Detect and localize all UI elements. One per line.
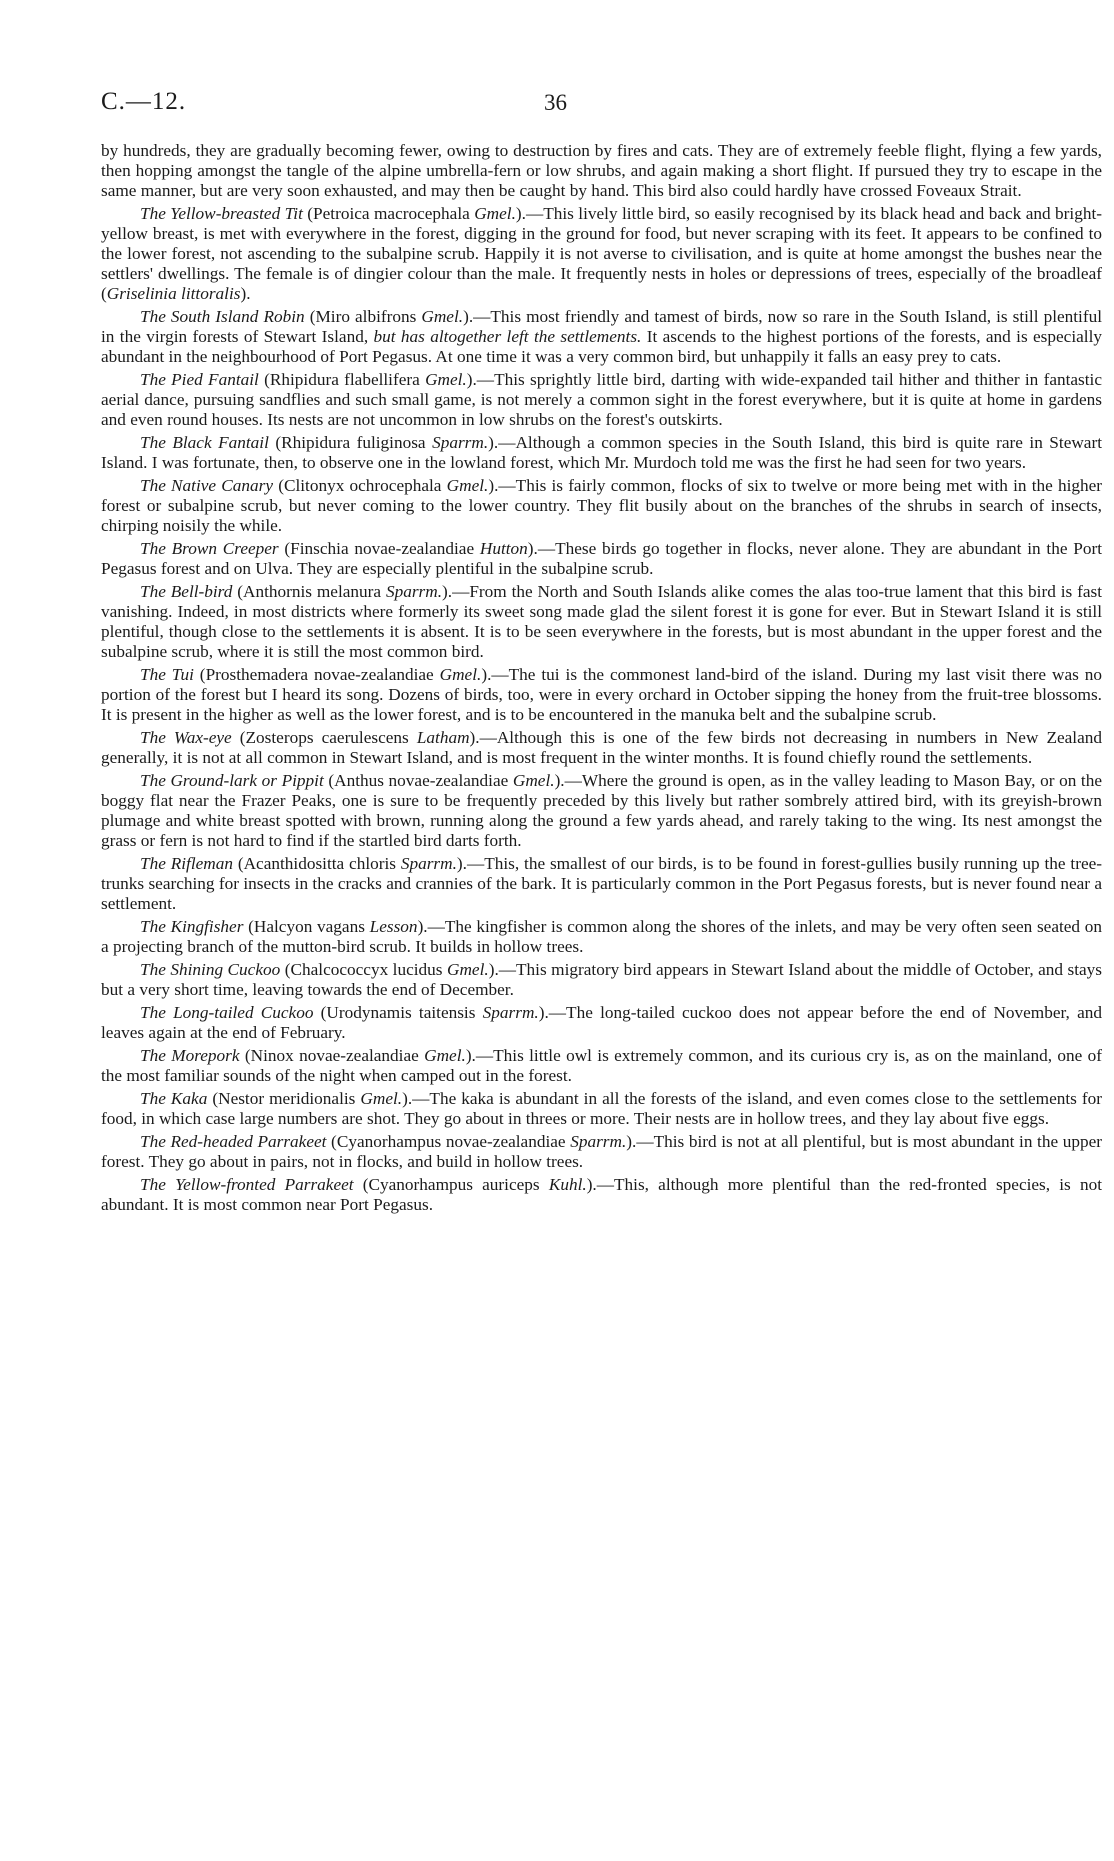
species-description: Although a common species in the South Island, this bird is quite rare in Stewart Island. I was fortunate, then, to observe one in the lowland forest, which Mr. Murdoch told me was the first he had seen for two years. (101, 433, 1103, 472)
species-description: Although this is one of the few birds not decreasing in numbers in New Zealand generally, it is not at all common in Stewart Island, and is most frequent in the winter months. It is found chiefly round the settlements. (101, 728, 1103, 767)
species-scientific-name: Clitonyx ochrocephala (283, 476, 442, 495)
species-paragraph: The Kingfisher (Halcyon vagans Lesson).—The kingfisher is common along the shores of the inlets, and may be very often seen seated on a projecting branch of the mutton-bird scrub. It builds in hollow trees. (101, 917, 1103, 956)
species-authority: Gmel. (439, 665, 482, 684)
page-number: 36 (544, 90, 567, 115)
species-authority: Sparrm. (385, 582, 443, 601)
species-scientific-name: Chalcococcyx lucidus (290, 960, 443, 979)
species-authority: Gmel. (424, 1046, 466, 1065)
species-description: This sprightly little bird, darting with wide-expanded tail hither and thither in fantastic aerial dance, pursuing sandflies and such small game, is not merely a common sight in the forest everywhere, but it is quite at home in gardens and even round houses. Its nests are not uncommon in low shrubs on the forest's outskirts. (101, 370, 1102, 429)
page-header (101, 88, 1101, 124)
species-paragraph: The Bell-bird (Anthornis melanura Sparrm.).—From the North and South Islands alike comes the alas too-true lament that this bird is fast vanishing. Indeed, in most districts where formerly its sweet song made glad the silent forest it is gone for ever. But in Stewart Island it is still plentiful, though close to the settlements it is absent. It is to be seen everywhere in the forests, but is most abundant in the upper forest and the subalpine scrub, where it is still the most common bird. (101, 582, 1102, 661)
species-common-name: The South Island Robin (140, 307, 305, 326)
species-description: This lively little bird, so easily recognised by its black head and back and bright-yellow breast, is met with everywhere in the forest, digging in the ground for food, but never scraping with its feet. It appears to be confined to the lower forest, not ascending to the subalpine scrub. Happily it is not averse to civilisation, and is quite at home amongst the bushes near the settlers' dwellings. The female is of dingier colour than the male. It frequently nests in holes or depressions of trees, especially of the broadleaf ( (101, 204, 1102, 303)
species-paragraph: The Brown Creeper (Finschia novae-zealandiae Hutton).—These birds go together in flocks, never alone. They are abundant in the Port Pegasus forest and on Ulva. They are especially plentiful in the subalpine scrub. (101, 539, 1103, 578)
species-description: From the North and South Islands alike comes the alas too-true lament that this bird is fast vanishing. Indeed, in most districts where formerly its sweet song made glad the silent forest it is gone for ever. But in Stewart Island it is still plentiful, though close to the settlements it is absent. It is to be seen everywhere in the forests, but is most abundant in the upper forest and the subalpine scrub, where it is still the most common bird. (101, 582, 1102, 661)
species-paragraph: The South Island Robin (Miro albifrons Gmel.).—This most friendly and tamest of birds, now so rare in the South Island, is still plentiful in the virgin forests of Stewart Island, but has altogether left the settlements. It ascends to the highest portions of the forests, and is especially abundant in the neighbourhood of Port Pegasus. At one time it was a very common bird, but unhappily it falls an easy prey to cats. (101, 307, 1103, 366)
species-scientific-name: Finschia novae-zealandiae (290, 539, 475, 558)
species-common-name: The Long-tailed Cuckoo (140, 1003, 314, 1022)
species-paragraph: The Rifleman (Acanthidositta chloris Sparrm.).—This, the smallest of our birds, is to be found in forest-gullies busily running up the tree-trunks searching for insects in the cracks and crannies of the bark. It is particularly common in the Port Pegasus forests, but is never found near a settlement. (101, 854, 1103, 913)
species-scientific-name: Miro albifrons (315, 307, 417, 326)
species-scientific-name: Nestor meridionalis (218, 1089, 356, 1108)
species-description: This, although more plentiful than the red-fronted species, is not abundant. It is most common near Port Pegasus. (101, 1175, 1103, 1214)
species-italic-text: Griselinia littoralis (106, 284, 241, 303)
species-italic-text: but has altogether left the settlements. (373, 327, 642, 346)
species-common-name: The Shining Cuckoo (140, 960, 281, 979)
species-scientific-name: Cyanorhampus auriceps (368, 1175, 540, 1194)
species-description: This bird is not at all plentiful, but is most abundant in the upper forest. They go about in pairs, not in flocks, and build in hollow trees. (101, 1132, 1103, 1171)
species-common-name: The Bell-bird (140, 582, 233, 601)
species-paragraph: The Native Canary (Clitonyx ochrocephala Gmel.).—This is fairly common, flocks of six to twelve or more being met with in the higher forest or subalpine scrub, but never coming to the lower country. They flit busily about on the branches of the shrubs in search of insects, chirping noisily the while. (101, 476, 1103, 535)
species-scientific-name: Anthus novae-zealandiae (334, 771, 509, 790)
species-common-name: The Yellow-fronted Parrakeet (140, 1175, 354, 1194)
species-common-name: The Kaka (140, 1089, 208, 1108)
species-scientific-name: Prosthemadera novae-zealandiae (205, 665, 434, 684)
species-paragraph: The Yellow-breasted Tit (Petroica macrocephala Gmel.).—This lively little bird, so easily recognised by its black head and back and bright-yellow breast, is met with everywhere in the forest, digging in the ground for food, but never scraping with its feet. It appears to be confined to the lower forest, not ascending to the subalpine scrub. Happily it is not averse to civilisation, and is quite at home amongst the bushes near the settlers' dwellings. The female is of dingier colour than the male. It frequently nests in holes or depressions of trees, especially of the broadleaf (Griselinia littoralis). (101, 204, 1102, 303)
species-description-cont: It ascends to the highest portions of the forests, and is especially abundant in the neighbourhood of Port Pegasus. At one time it was a very common bird, but unhappily it falls an easy prey to cats. (101, 327, 1102, 366)
species-authority: Gmel. (447, 960, 489, 979)
species-common-name: The Ground-lark or Pippit (140, 771, 324, 790)
species-scientific-name: Halcyon vagans (253, 917, 365, 936)
species-scientific-name: Anthornis melanura (243, 582, 382, 601)
species-authority: Sparrm. (400, 854, 457, 873)
species-scientific-name: Urodynamis taitensis (326, 1003, 476, 1022)
species-description: The tui is the commonest land-bird of the island. During my last visit there was no portion of the forest but I heard its song. Dozens of birds, too, were in every orchard in October sipping the honey from the fruit-tree blossoms. It is present in the higher as well as the lower forest, and is to be encountered in the manuka belt and the subalpine scrub. (101, 665, 1103, 724)
species-common-name: The Yellow-breasted Tit (140, 204, 303, 223)
species-description: The kingfisher is common along the shores of the inlets, and may be very often seen seated on a projecting branch of the mutton-bird scrub. It builds in hollow trees. (101, 917, 1103, 956)
species-paragraph: The Ground-lark or Pippit (Anthus novae-zealandiae Gmel.).—Where the ground is open, as in the valley leading to Mason Bay, or on the boggy flat near the Frazer Peaks, one is sure to be frequently preceded by this lively but rather sombrely attired bird, with its greyish-brown plumage and white breast spotted with brown, running along the ground a few yards ahead, and rarely taking to the wing. Its nest amongst the grass or fern is not hard to find if the startled bird darts forth. (101, 771, 1103, 850)
species-paragraph: The Tui (Prosthemadera novae-zealandiae Gmel.).—The tui is the commonest land-bird of the island. During my last visit there was no portion of the forest but I heard its song. Dozens of birds, too, were in every orchard in October sipping the honey from the fruit-tree blossoms. It is present in the higher as well as the lower forest, and is to be encountered in the manuka belt and the subalpine scrub. (101, 665, 1103, 724)
species-authority: Sparrm. (570, 1132, 627, 1151)
species-description: This little owl is extremely common, and its curious cry is, as on the mainland, one of the most familiar sounds of the night when camped out in the forest. (101, 1046, 1102, 1085)
species-scientific-name: Zosterops caerulescens (245, 728, 409, 747)
species-paragraph: The Kaka (Nestor meridionalis Gmel.).—The kaka is abundant in all the forests of the island, and even comes close to the settlements for food, in which case large numbers are shot. They go about in threes or more. Their nests are in hollow trees, and they lay about five eggs. (101, 1089, 1103, 1128)
species-description: This is fairly common, flocks of six to twelve or more being met with in the higher forest or subalpine scrub, but never coming to the lower country. They flit busily about on the branches of the shrubs in search of insects, chirping noisily the while. (101, 476, 1103, 535)
species-scientific-name: Ninox novae-zealandiae (250, 1046, 419, 1065)
species-authority: Gmel. (360, 1089, 403, 1108)
species-common-name: The Kingfisher (140, 917, 244, 936)
species-authority: Gmel. (446, 476, 489, 495)
species-authority: Hutton (479, 539, 528, 558)
species-paragraph: The Long-tailed Cuckoo (Urodynamis taitensis Sparrm.).—The long-tailed cuckoo does not appear before the end of November, and leaves again at the end of February. (101, 1003, 1102, 1042)
species-authority: Sparrm. (482, 1003, 539, 1022)
species-authority: Lesson (369, 917, 418, 936)
species-description: Where the ground is open, as in the valley leading to Mason Bay, or on the boggy flat near the Frazer Peaks, one is sure to be frequently preceded by this lively but rather sombrely attired bird, with its greyish-brown plumage and white breast spotted with brown, running along the ground a few yards ahead, and rarely taking to the wing. Its nest amongst the grass or fern is not hard to find if the startled bird darts forth. (101, 771, 1103, 850)
species-paragraph: The Pied Fantail (Rhipidura flabellifera Gmel.).—This sprightly little bird, darting with wide-expanded tail hither and thither in fantastic aerial dance, pursuing sandflies and such small game, is not merely a common sight in the forest everywhere, but it is quite at home in gardens and even round houses. Its nests are not uncommon in low shrubs on the forest's outskirts. (101, 370, 1102, 429)
species-scientific-name: Cyanorhampus novae-zealandiae (336, 1132, 566, 1151)
species-authority: Gmel. (425, 370, 467, 389)
species-scientific-name: Acanthidositta chloris (243, 854, 396, 873)
species-scientific-name: Rhipidura flabellifera (269, 370, 420, 389)
species-common-name: The Red-headed Parrakeet (140, 1132, 327, 1151)
species-scientific-name: Rhipidura fuliginosa (281, 433, 426, 452)
species-common-name: The Black Fantail (140, 433, 269, 452)
species-paragraph: The Shining Cuckoo (Chalcococcyx lucidus Gmel.).—This migratory bird appears in Stewart Island about the middle of October, and stays but a very short time, leaving towards the end of December. (101, 960, 1103, 999)
species-description: The kaka is abundant in all the forests of the island, and even comes close to the settlements for food, in which case large numbers are shot. They go about in threes or more. Their nests are in hollow trees, and they lay about five eggs. (101, 1089, 1103, 1128)
species-description: This migratory bird appears in Stewart Island about the middle of October, and stays but a very short time, leaving towards the end of December. (101, 960, 1103, 999)
species-description: These birds go together in flocks, never alone. They are abundant in the Port Pegasus forest and on Ulva. They are especially plentiful in the subalpine scrub. (101, 539, 1103, 578)
species-description-cont: ). (240, 284, 251, 303)
continuation-paragraph: by hundreds, they are gradually becoming fewer, owing to destruction by fires and cats. They are of extremely feeble flight, flying a few yards, then hopping amongst the tangle of the alpine umbrella-fern or low shrubs, and again making a short flight. If pursued they try to escape in the same manner, but are very soon exhausted, and may then be caught by hand. This bird also could hardly have crossed Foveaux Strait. (101, 141, 1102, 200)
species-paragraph: The Red-headed Parrakeet (Cyanorhampus novae-zealandiae Sparrm.).—This bird is not at all plentiful, but is most abundant in the upper forest. They go about in pairs, not in flocks, and build in hollow trees. (101, 1132, 1103, 1171)
species-description: This most friendly and tamest of birds, now so rare in the South Island, is still plentiful in the virgin forests of Stewart Island, (101, 307, 1103, 346)
species-description: This, the smallest of our birds, is to be found in forest-gullies busily running up the tree-trunks searching for insects in the cracks and crannies of the bark. It is particularly common in the Port Pegasus forests, but is never found near a settlement. (101, 854, 1103, 913)
species-paragraph: The Black Fantail (Rhipidura fuliginosa Sparrm.).—Although a common species in the South Island, this bird is quite rare in Stewart Island. I was fortunate, then, to observe one in the lowland forest, which Mr. Murdoch told me was the first he had seen for two years. (101, 433, 1103, 472)
species-common-name: The Rifleman (140, 854, 233, 873)
species-authority: Gmel. (421, 307, 464, 326)
species-authority: Latham (416, 728, 470, 747)
species-scientific-name: Petroica macrocephala (313, 204, 470, 223)
report-code: C.—12. (101, 88, 187, 115)
species-authority: Gmel. (512, 771, 555, 790)
species-common-name: The Tui (140, 665, 194, 684)
species-common-name: The Brown Creeper (140, 539, 279, 558)
species-authority: Kuhl. (548, 1175, 587, 1194)
species-common-name: The Wax-eye (140, 728, 232, 747)
species-entries (101, 204, 1102, 1215)
species-description: The long-tailed cuckoo does not appear before the end of November, and leaves again at the end of February. (101, 1003, 1102, 1042)
species-common-name: The Pied Fantail (140, 370, 259, 389)
species-authority: Sparrm. (432, 433, 489, 452)
species-common-name: The Morepork (140, 1046, 240, 1065)
species-paragraph: The Morepork (Ninox novae-zealandiae Gmel.).—This little owl is extremely common, and its curious cry is, as on the mainland, one of the most familiar sounds of the night when camped out in the forest. (101, 1046, 1102, 1085)
body-text (101, 141, 1102, 1218)
species-paragraph: The Wax-eye (Zosterops caerulescens Latham).—Although this is one of the few birds not decreasing in numbers in New Zealand generally, it is not at all common in Stewart Island, and is most frequent in the winter months. It is found chiefly round the settlements. (101, 728, 1103, 767)
species-common-name: The Native Canary (140, 476, 274, 495)
species-paragraph: The Yellow-fronted Parrakeet (Cyanorhampus auriceps Kuhl.).—This, although more plentiful than the red-fronted species, is not abundant. It is most common near Port Pegasus. (101, 1175, 1103, 1214)
species-authority: Gmel. (474, 204, 516, 223)
